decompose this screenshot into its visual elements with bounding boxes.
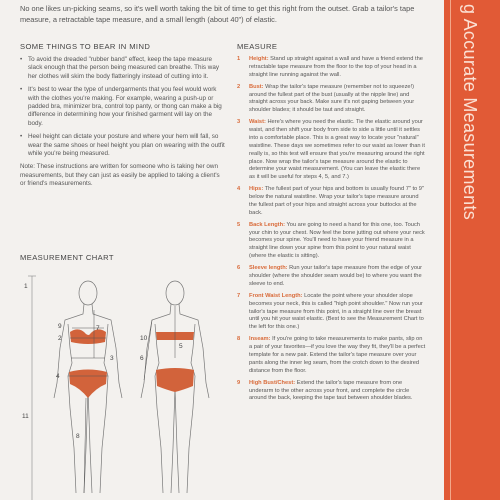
step-label: Sleeve length: — [249, 265, 288, 272]
sidebar-title: g Accurate Measurements — [460, 4, 480, 221]
inseam-line — [84, 398, 86, 493]
tips-list — [20, 56, 225, 158]
back-briefs — [156, 368, 194, 392]
measure-step — [237, 293, 427, 332]
step-text: The fullest part of your hips and bottom is usually found 7" to 9" below the natural waistline. Wrap your tailor's tape measure around the fullest part of your hips and straight across your buttocks at the back. — [249, 186, 424, 216]
step-text: Extend the tailor's tape measure from one underarm to the other across your front, and complete the circle around the back, keeping the tape taut between shoulder blades. — [249, 379, 413, 402]
measure-step — [237, 186, 427, 217]
label-6: 6 — [140, 355, 144, 362]
step-text: Locate the point where your shoulder slope becomes your neck, this is called "high point shoulder." Now run your tailor's tape measure from this point, in a straight line over the breast until you hit your waist elastic. (Best to see the Measurement Chart to the left for this one.) — [249, 292, 424, 331]
label-7: 7 — [96, 325, 100, 332]
measure-step — [237, 56, 427, 80]
step-number: 2 — [237, 83, 241, 90]
measure-step — [237, 222, 427, 261]
bear-in-mind-heading: SOME THINGS TO BEAR IN MIND — [20, 42, 151, 51]
step-label: Hips: — [249, 186, 264, 193]
right-column — [237, 42, 427, 407]
step-text: Here's where you need the elastic. Tie the elastic around your waist, and then shift your body from side to side a little until it settles into a comfortable place. This is a great way to locate your "natural" waistline. These days we sometimes refer to our waist as lower than it really is, so this test will ensure that you're measuring around the right place. Now wrap the tailor's tape measure around the elastic to determine your waist measurement. (You can leave the elastic there as it will be useful for steps 4, 5, and 7.) — [249, 119, 425, 181]
label-10: 10 — [140, 335, 148, 342]
step-text: Stand up straight against a wall and have a friend extend the retractable tape measure from the floor to the top of your head in a straight line running against the wall. — [249, 56, 423, 78]
head-outline — [79, 281, 97, 305]
step-label: Height: — [249, 56, 269, 62]
label-8: 8 — [76, 433, 80, 440]
measure-heading: MEASURE — [237, 42, 278, 51]
measure-step — [237, 380, 427, 404]
measure-steps — [237, 56, 427, 403]
step-number: 6 — [237, 265, 241, 272]
left-column — [20, 42, 225, 189]
chapter-sidebar — [444, 0, 500, 500]
step-number: 4 — [237, 186, 241, 193]
body-outline — [68, 324, 108, 493]
step-label: Front Waist Length: — [249, 292, 303, 299]
step-label: Back Length: — [249, 221, 286, 228]
intro-paragraph: No one likes un-picking seams, so it's well worth taking the bit of time to get this right from the outset. Grab a tailor's tape measure, a retractable tape measure, and a small length (about 40") of elastic. — [20, 4, 415, 24]
label-3: 3 — [110, 355, 114, 362]
label-5: 5 — [179, 343, 183, 350]
measure-step — [237, 84, 427, 115]
step-number: 9 — [237, 379, 241, 386]
tip-item: • It's best to wear the type of undergarments that you feel would work with the clothes you're making. For example, wearing a push-up or padded bra, minimizer bra, control top panty, or thong can make a big difference in determining how your finished garment will lay on the body. — [20, 86, 225, 128]
front-bra — [70, 329, 106, 344]
label-1: 1 — [24, 283, 28, 290]
sleeve-length-line — [144, 320, 152, 380]
back-head-outline — [166, 281, 184, 305]
step-text: If you're going to take measurements to make pants, slip on a pair of your favorites—if you love the way they fit, they'll be a perfect template for a new pair. Extend the tailor's tape measure over your pants along the inner leg seam, from the crotch down to the desired distance from the floor. — [249, 336, 426, 374]
sidebar-rule — [450, 0, 451, 500]
step-number: 8 — [237, 336, 241, 343]
step-label: Inseam: — [249, 336, 271, 343]
tip-item: • Heel height can dictate your posture and where your hem will fall, so wear the same shoes or heel height you plan on wearing with the outfit while you're being measured. — [20, 133, 225, 158]
step-label: Bust: — [249, 83, 264, 90]
measurement-chart-heading: MEASUREMENT CHART — [20, 253, 114, 262]
step-number: 1 — [237, 56, 241, 62]
step-text: You are going to need a hand for this one, too. Touch your chin to your chest. Now feel the bone jutting out where your neck becomes your spine. You'll need to have your friend measure in a straight line down your spine from this point to your natural waist (where the elastic is sitting). — [249, 221, 425, 260]
measure-step — [237, 336, 427, 375]
label-4: 4 — [56, 373, 60, 380]
label-2: 2 — [58, 335, 62, 342]
tip-item: • To avoid the dreaded "rubber band" effect, keep the tape measure slack enough that the person being measured can breathe. This way her clothes will skim the body flatteringly instead of cutting into it. — [20, 56, 225, 81]
measure-step — [237, 119, 427, 182]
measure-step — [237, 265, 427, 289]
measurement-chart-figure — [20, 268, 220, 500]
step-number: 5 — [237, 221, 241, 228]
back-legs-outline — [171, 388, 179, 493]
step-text: Wrap the tailor's tape measure (remember not to squeeze!) around the fullest part of the bust (usually at the nipple line) and straight across your back. Make sure it's not gaping between your shoulder blades; it should be taut and straight. — [249, 83, 415, 114]
step-label: Waist: — [249, 119, 266, 126]
step-number: 3 — [237, 119, 241, 126]
step-text: Run your tailor's tape measure from the edge of your shoulder (where the shoulder seam would be) to where you want the sleeve to end. — [249, 265, 423, 287]
note-paragraph: Note: These instructions are written for someone who is taking her own measurements, but they can just as easily be applied to taking a client's or friend's measurements. — [20, 163, 220, 188]
label-9: 9 — [58, 323, 62, 330]
front-briefs — [69, 370, 107, 399]
step-label: High Bust/Chest: — [249, 379, 296, 386]
step-number: 7 — [237, 292, 241, 299]
label-11: 11 — [22, 413, 29, 420]
